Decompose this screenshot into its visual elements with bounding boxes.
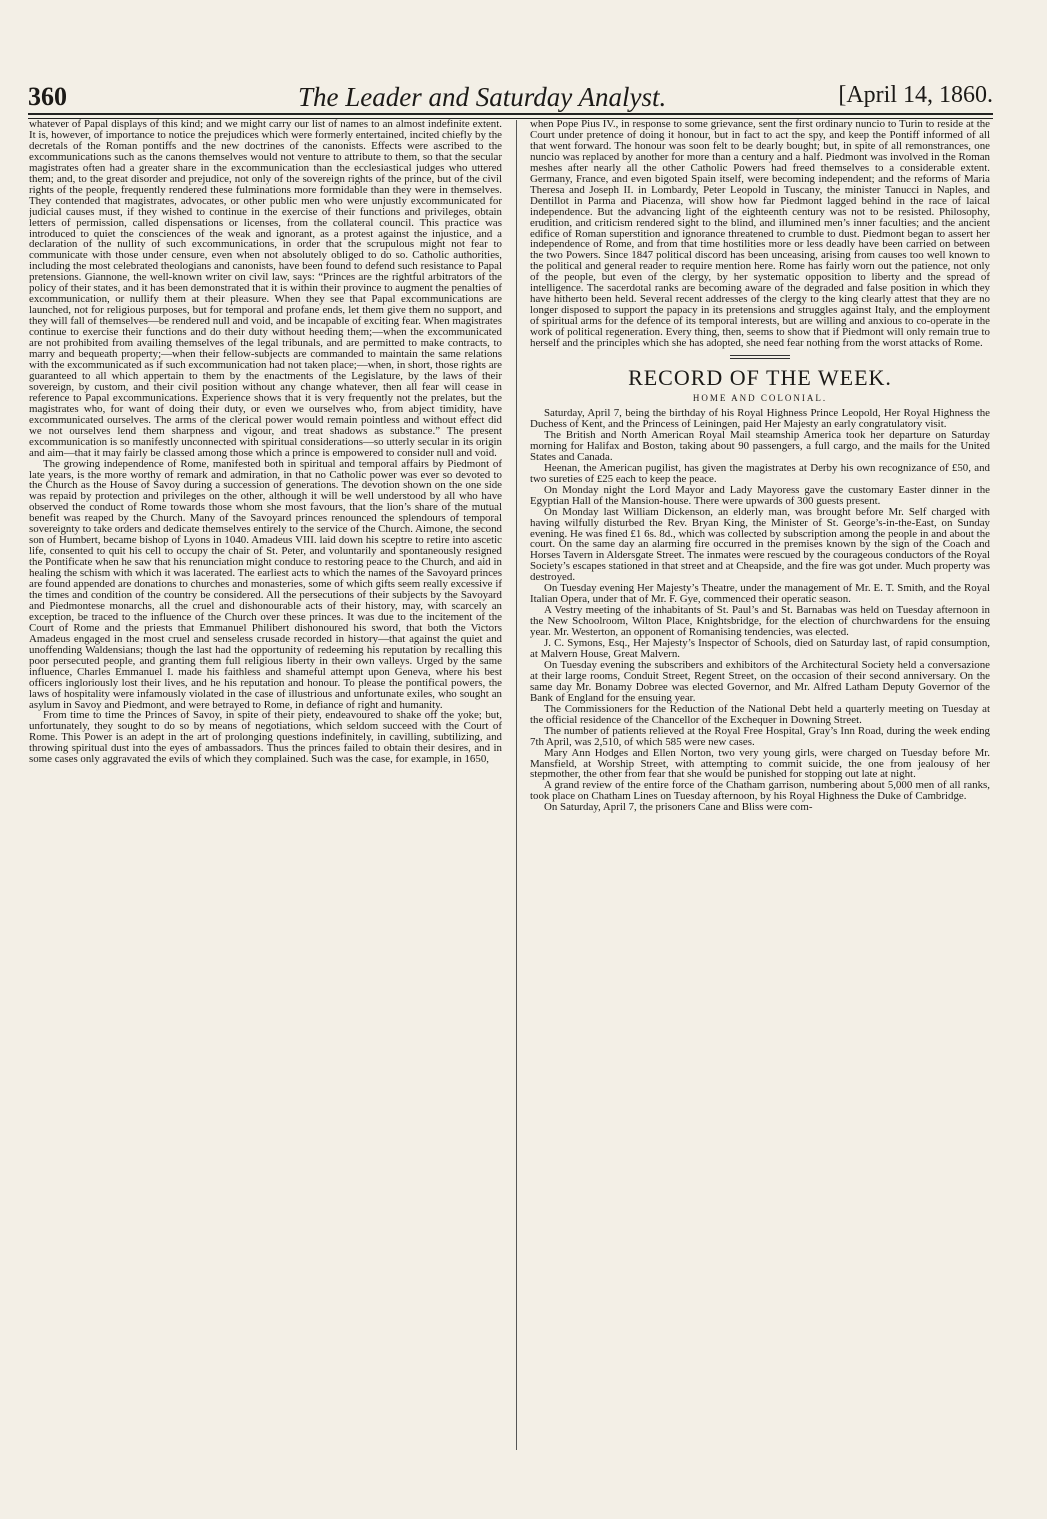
news-item: A Vestry meeting of the inhabitants of St. Paul’s and St. Barnabas was held on Tuesday afternoon in the New Schoolroom, Wilton Place, Knightsbridge, for the election of churchwardens for the ensuing year. Mr. Westerton, an opponent of Romanising tendencies, was elected.: [530, 604, 990, 639]
news-item: Saturday, April 7, being the birthday of his Royal Highness Prince Leopold, Her Royal Highness the Duchess of Kent, and the Princess of Leiningen, paid Her Majesty an early congratulatory visit.: [530, 407, 990, 430]
header-rule: [28, 113, 993, 115]
news-item: On Monday last William Dickenson, an elderly man, was brought before Mr. Self charged with having wilfully disturbed the Rev. Bryan King, the Minister of St. George’s-in-the-East, on Sunday evening. He was fined £1 6s. 8d., which was collected by subscription among the people in and about the court. On the same day an alarming fire occurred in the premises known by the sign of the Coach and Horses Tavern in Aldersgate Street. The inmates were rescued by the courageous conductors of the Royal Society’s escapes stationed in that street and at Cheapside, and the fire was got under. Much property was destroyed.: [530, 505, 990, 584]
news-item: On Tuesday evening Her Majesty’s Theatre, under the management of Mr. E. T. Smith, and the Royal Italian Opera, under that of Mr. F. Gye, commenced their operatic season.: [530, 582, 990, 606]
news-item: The British and North American Royal Mail steamship America took her departure on Saturday morning for Halifax and Boston, taking about 90 passengers, a full cargo, and the mails for the United States and Canada.: [530, 428, 990, 463]
left-column: [29, 119, 502, 1454]
news-item: On Saturday, April 7, the prisoners Cane and Bliss were com-: [544, 801, 813, 814]
page-number: 360: [28, 82, 67, 111]
article-paragraph: when Pope Pius IV., in response to some grievance, sent the first ordinary nuncio to Turin to reside at the Court under pretence of doing it honour, but in fact to act the spy, and keep the Pontiff informed of all that went forward. The honour was soon felt to be dearly bought; but, in spite of all remonstrances, one nuncio was replaced by another for more than a century and a half. Piedmont was involved in the Roman meshes after nearly all the other Catholic Powers had freed themselves to a considerable extent. Germany, France, and even bigoted Spain itself, were becoming independent; and the reforms of Maria Theresa and Joseph II. in Lombardy, Peter Leopold in Tuscany, the minister Tanucci in Naples, and Dentillot in Parma and Piacenza, will show how far Piedmont lagged behind in the race of laical independence. But the advancing light of the eighteenth century was not to be resisted. Philosophy, erudition, and criticism rendered sight to the blind, and illumined men’s inner faculties; and the ancient edifice of Roman superstition and ignorance threatened to crumble to dust. Piedmont began to assert her independence of Rome, and from that time hostilities more or less deadly have been carried on between the two Powers. Since 1847 political discord has been unceasing, arising from causes too well known to the political and general reader to require mention here. Rome has fairly worn out the patience, not only of the people, but even of the clergy, by her systematic opposition to liberty and the spread of intelligence. The sacerdotal ranks are becoming aware of the degraded and false position in which they have hitherto been held. Several recent addresses of the clergy to the king clearly attest that they are no longer disposed to support the papacy in its pretensions and struggles against Italy, and the employment of spiritual arms for the defence of its temporal interests, but are willing and anxious to co-operate in the work of political regeneration. Every thing, then, seems to show that if Piedmont will only remain true to herself and the principles which she has adopted, she need fear nothing from the worst attacks of Rome.: [530, 119, 990, 350]
news-item: A grand review of the entire force of the Chatham garrison, numbering about 5,000 men of all ranks, took place on Chatham Lines on Tuesday afternoon, by his Royal Highness the Duke of Cambridge.: [530, 779, 990, 803]
article-paragraph: whatever of Papal displays of this kind; and we might carry our list of names to an almost indefinite extent. It is, however, of importance to notice the prejudices which were formerly entertained, incited chiefly by the decretals of the Roman pontiffs and the new doctrines of the canonists. Effects were ascribed to the excommunications such as the canons themselves would not venture to attribute to them, so that the secular magistrates often had a greater share in the excommunication than the ecclesiastical judges who uttered them; and, to the great disorder and prejudice, not only of the sovereign rights of the prince, but of the civil rights of the people, frequently rendered these fulminations more formidable than they were in themselves. They contended that magistrates, advocates, or other public men who were unjustly excommunicated for judicial causes must, if they wished to continue in the exercise of their functions and privileges, obtain letters of permission, called dispensations or licenses, from the collateral council. This practice was introduced to quiet the consciences of the weak and ignorant, as a protest against the injustice, and a declaration of the nullity of such excommunications, in order that the scrupulous might not fear to communicate with those under censure, even when not absolutely obliged to do so. Catholic authorities, including the most celebrated theologians and canonists, have been found to defend such resistance to Papal pretensions. Giannone, the well-known writer on civil law, says: “Princes are the rightful arbitrators of the policy of their states, and it has been demonstrated that it is within their province to augment the penalties of excommunication, or nullify them at their pleasure. When they see that Papal excommunications are launched, not for religious purposes, but for temporal and profane ends, let them give them no support, and they will fall of themselves—be rendered null and void, and be incapable of exciting fear. When magistrates continue to exercise their functions and do their duty without heeding them;—when the excommunicated are not prohibited from availing themselves of the legal tribunals, and are permitted to make contracts, to marry and bequeath property;—when their fellow-subjects are commanded to maintain the same relations with the excommunicated as if such excommunication had not taken place;—when, in short, those rights are guaranteed to all which appertain to them by the enactments of the Legislature, by the laws of their sovereign, by custom, and their civil position without any change whatever, then all fear will cease in reference to Papal excommunications. Experience shows that it is very frequently not the prelates, but the magistrates who, for want of doing their duty, or even we ourselves who, from abject timidity, have excommunicated ourselves. The arms of the clerical power would remain pointless and without effect did we not ourselves lend them sharpness and vigour, and treat shadows as substance.” The present excommunication is so manifestly unconnected with spiritual considerations—so utterly secular in its origin and aim—that it may fairly be classed among those which a prince is empowered to consider null and void.: [29, 119, 502, 459]
news-item: Heenan, the American pugilist, has given the magistrates at Derby his own recognizance of £50, and two sureties of £25 each to keep the peace.: [530, 461, 990, 485]
section-divider: [730, 355, 790, 359]
article-paragraph: The growing independence of Rome, manifested both in spiritual and temporal affairs by Piedmont of late years, is the more worthy of remark and admiration, in that no Catholic power was ever so devoted to the Church as the House of Savoy during a succession of generations. The devotion shown on the one side was repaid by protection and privileges on the other, although it will be well understood by all who have observed the conduct of Rome towards those whom she most favours, that the lion’s share of the mutual benefit was reaped by the Church. Many of the Savoyard princes renounced the splendours of temporal sovereignty to take orders and dedicate themselves entirely to the service of the Church. Aimone, the second son of Humbert, became bishop of Lyons in 1040. Amadeus VIII. laid down his sceptre to retire into ascetic life, consented to quit his cell to occupy the chair of St. Peter, and voluntarily and spontaneously resigned the Pontificate when he saw that his renunciation might conduce to restoring peace to the Church, and aid in healing the schism with which it was lacerated. The earliest acts to which the names of the Savoyard princes are found appended are donations to churches and monasteries, some of which gifts seem really excessive if the times and condition of the country be considered. All the persecutions of their subjects by the Savoyard and Piedmontese monarchs, all the cruel and dishonourable acts of their history, may, with scarcely an exception, be traced to the influence of the Church over these princes. It was due to the incitement of the Court of Rome and the priests that Emmanuel Philibert dishonoured his sword, that both the Victors Amadeus engaged in the most cruel and senseless crusade recorded in history—that against the quiet and unoffending Waldensians; though the last had the opportunity of redeeming his reputation by recalling this poor persecuted people, and granting them full religious liberty in their own valleys. Urged by the same influence, Charles Emmanuel I. made his faithless and shameful attempt upon Geneva, where his best officers ingloriously lost their lives, and he his reputation and honour. To please the pontifical powers, the laws of hospitality were infamously violated in the case of illustrious and unfortunate exiles, who sought an asylum in Savoy and Piedmont, and were betrayed to Rome, in defiance of right and humanity.: [29, 457, 502, 711]
news-item: The number of patients relieved at the Royal Free Hospital, Gray’s Inn Road, during the week ending 7th April, was 2,510, of which 585 were new cases.: [530, 724, 990, 748]
news-item: The Commissioners for the Reduction of the National Debt held a quarterly meeting on Tuesday at the official residence of the Chancellor of the Exchequer in Downing Street.: [530, 702, 990, 726]
news-item: On Monday night the Lord Mayor and Lady Mayoress gave the customary Easter dinner in the Egyptian Hall of the Mansion-house. There were upwards of 300 guests present.: [530, 483, 990, 507]
section-subtitle: HOME AND COLONIAL.: [692, 393, 828, 404]
news-item: On Tuesday evening the subscribers and exhibitors of the Architectural Society held a conversazione at their large rooms, Conduit Street, Regent Street, on the occasion of their second anniversary. On the same day Mr. Bonamy Dobree was elected Governor, and Mr. Alfred Latham Deputy Governor of the Bank of England for the ensuing year.: [530, 658, 990, 704]
section-title: RECORD OF THE WEEK.: [628, 365, 892, 391]
issue-date: [April 14, 1860.: [838, 82, 993, 108]
page-header: [28, 82, 993, 112]
news-item: J. C. Symons, Esq., Her Majesty’s Inspector of Schools, died on Saturday last, of rapid consumption, at Malvern House, Great Malvern.: [530, 637, 990, 660]
right-column: [530, 119, 990, 1454]
article-paragraph: From time to time the Princes of Savoy, in spite of their piety, endeavoured to shake off the yoke; but, unfortunately, they sought to do so by means of negotiations, which seldom succeed with the Court of Rome. This Power is an adept in the art of prolonging questions indefinitely, in cavilling, subtilizing, and throwing spiritual dust into the eyes of ambassadors. Thus the princes failed to obtain their desires, and in some cases only aggravated the evils of which they complained. Such was the case, for example, in 1650,: [29, 709, 502, 766]
news-item: Mary Ann Hodges and Ellen Norton, two very young girls, were charged on Tuesday before Mr. Mansfield, at Worship Street, with attempting to commit suicide, the one from jealousy of her stepmother, the other from fear that she would be punished for stopping out late at night.: [530, 746, 990, 781]
column-divider: [516, 120, 517, 1450]
publication-title: The Leader and Saturday Analyst.: [298, 82, 667, 112]
